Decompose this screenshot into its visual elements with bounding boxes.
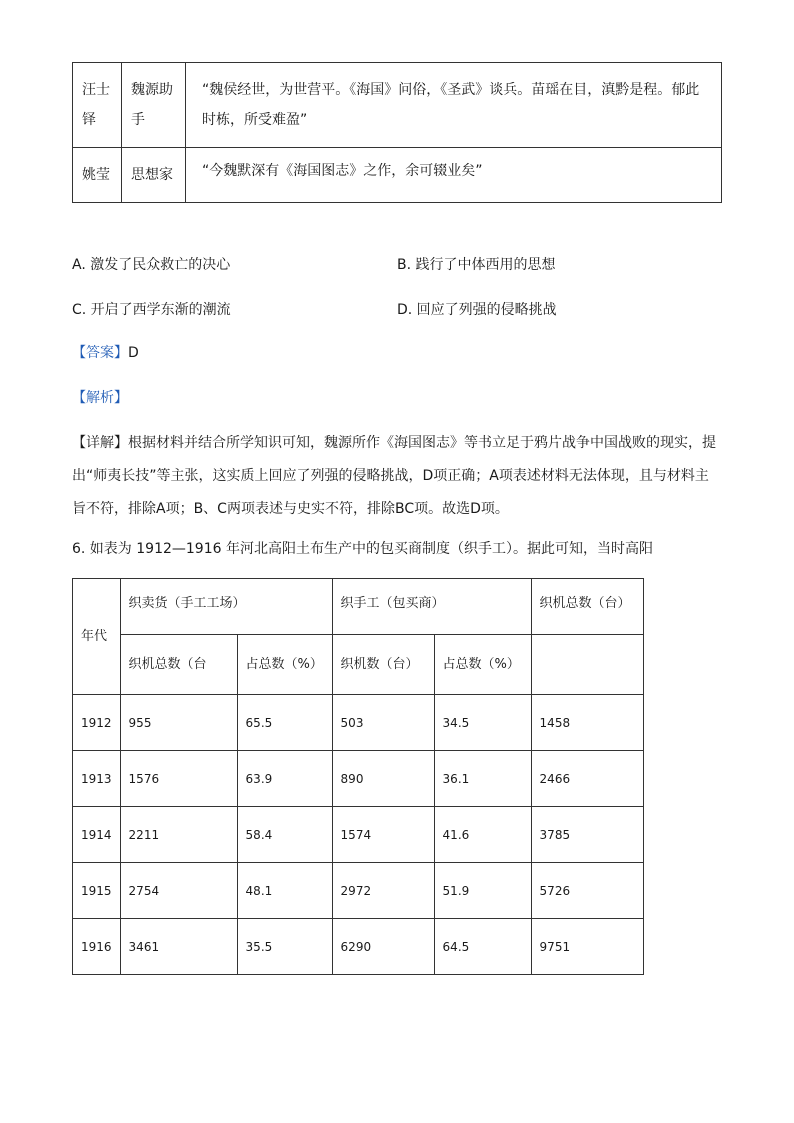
cell-year: 1916 <box>73 919 121 975</box>
cell-year: 1914 <box>73 807 121 863</box>
role-cell: 思想家 <box>122 148 186 203</box>
header-group-1: 织卖货（手工工场） <box>120 579 332 635</box>
header-total: 织机总数（台） <box>531 579 643 635</box>
answer-line <box>72 337 722 370</box>
header-group-2: 织手工（包买商） <box>332 579 531 635</box>
cell-pct-1: 63.9 <box>237 751 332 807</box>
cell-count-1: 2754 <box>120 863 237 919</box>
table-row <box>73 863 644 919</box>
question-6-stem: 6. 如表为 1912—1916 年河北高阳土布生产中的包买商制度（织手工）。据此可知，当时高阳 <box>72 541 653 557</box>
table-row <box>73 919 644 975</box>
loom-data-table <box>72 578 644 975</box>
cell-count-2: 6290 <box>332 919 434 975</box>
analysis-tag: 【解析】 <box>72 390 128 406</box>
table-row <box>73 148 722 203</box>
answer-value: D <box>128 345 139 361</box>
role-cell: 魏源助手 <box>122 63 186 148</box>
table-row <box>73 807 644 863</box>
header-g2-pct: 占总数（%） <box>434 635 531 695</box>
table-row <box>73 695 644 751</box>
cell-count-2: 1574 <box>332 807 434 863</box>
cell-year: 1912 <box>73 695 121 751</box>
cell-pct-1: 58.4 <box>237 807 332 863</box>
header-year: 年代 <box>73 579 121 695</box>
cell-pct-2: 34.5 <box>434 695 531 751</box>
cell-count-2: 890 <box>332 751 434 807</box>
cell-pct-2: 64.5 <box>434 919 531 975</box>
cell-total: 3785 <box>531 807 643 863</box>
cell-pct-1: 48.1 <box>237 863 332 919</box>
cell-total: 2466 <box>531 751 643 807</box>
table-row <box>73 63 722 148</box>
answer-tag: 【答案】 <box>72 345 128 361</box>
analysis-line <box>72 382 722 415</box>
cell-pct-2: 41.6 <box>434 807 531 863</box>
header-g1-pct: 占总数（%） <box>237 635 332 695</box>
detail-tag: 【详解】 <box>72 435 128 451</box>
cell-count-1: 2211 <box>120 807 237 863</box>
table-row <box>73 751 644 807</box>
cell-count-1: 1576 <box>120 751 237 807</box>
quotation-table <box>72 62 722 203</box>
cell-total: 5726 <box>531 863 643 919</box>
quote-cell: “魏侯经世，为世营平。《海国》问俗，《圣武》谈兵。苗瑶在目，滇黔是程。郁此时栋，所受难盈” <box>186 63 722 148</box>
person-cell: 姚莹 <box>73 148 122 203</box>
header-g2-count: 织机数（台） <box>332 635 434 695</box>
person-cell: 汪士铎 <box>73 63 122 148</box>
cell-count-2: 503 <box>332 695 434 751</box>
quote-cell: “今魏默深有《海国图志》之作，余可辍业矣” <box>186 148 722 203</box>
cell-year: 1913 <box>73 751 121 807</box>
detail-text: 根据材料并结合所学知识可知，魏源所作《海国图志》等书立足于鸦片战争中国战败的现实，提出“师夷长技”等主张，这实质上回应了列强的侵略挑战，D项正确；A项表述材料无法体现，且与材料主旨不符，排除A项；B、C两项表述与史实不符，排除BC项。故选D项。 <box>72 435 716 517</box>
header-empty <box>531 635 643 695</box>
option-d[interactable]: D. 回应了列强的侵略挑战 <box>397 302 557 318</box>
cell-count-2: 2972 <box>332 863 434 919</box>
detail-paragraph <box>72 427 722 526</box>
cell-pct-1: 65.5 <box>237 695 332 751</box>
cell-pct-2: 36.1 <box>434 751 531 807</box>
cell-count-1: 3461 <box>120 919 237 975</box>
table-subheader-row <box>73 635 644 695</box>
cell-total: 9751 <box>531 919 643 975</box>
cell-year: 1915 <box>73 863 121 919</box>
cell-pct-1: 35.5 <box>237 919 332 975</box>
option-c[interactable]: C. 开启了西学东渐的潮流 <box>72 302 231 318</box>
cell-pct-2: 51.9 <box>434 863 531 919</box>
cell-count-1: 955 <box>120 695 237 751</box>
cell-total: 1458 <box>531 695 643 751</box>
header-g1-count: 织机总数（台 <box>120 635 237 695</box>
option-b[interactable]: B. 践行了中体西用的思想 <box>397 257 556 273</box>
table-header-row <box>73 579 644 635</box>
option-a[interactable]: A. 激发了民众救亡的决心 <box>72 257 231 273</box>
